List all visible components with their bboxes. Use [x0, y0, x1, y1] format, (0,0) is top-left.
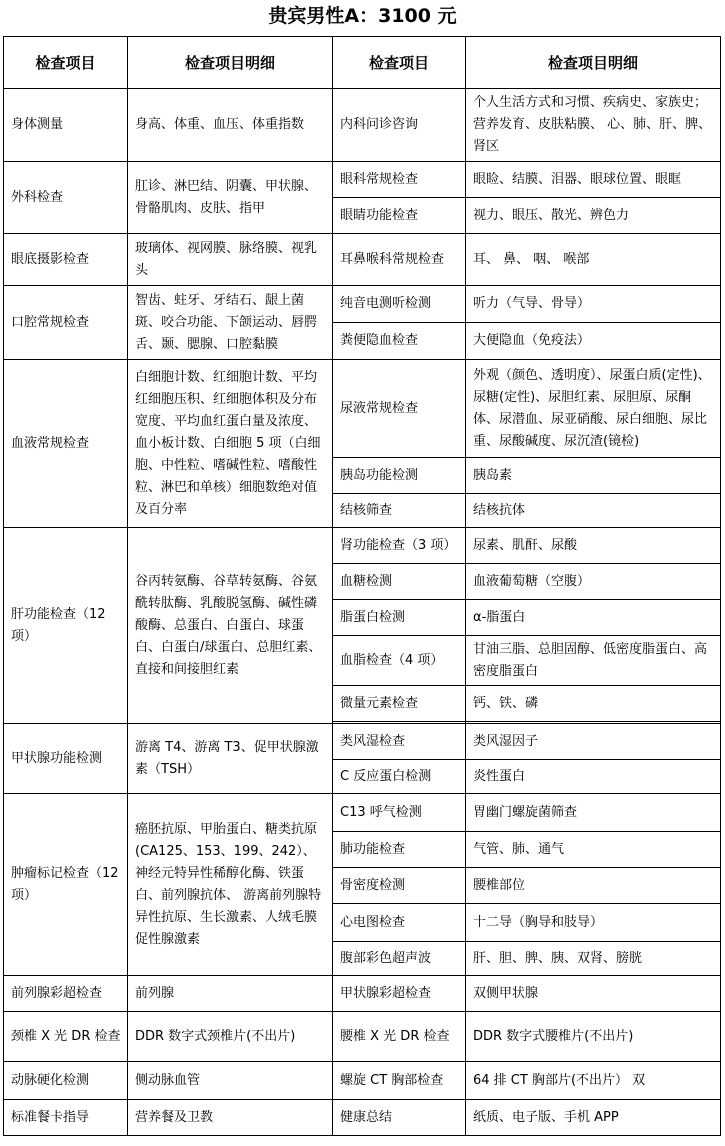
table-row [4, 724, 721, 760]
header-exam-item: 检查项目 [333, 37, 466, 89]
exam-detail: 白细胞计数、红细胞计数、平均红细胞压积、红细胞体积及分布宽度、平均血红蛋白量及浓度、血小板计数、白细胞 5 项（白细胞、中性粒、嗜碱性粒、嗜酸性粒、淋巴和单核）细胞数绝对值及百分率 [128, 360, 333, 528]
exam-item: 耳鼻喉科常规检查 [333, 234, 466, 286]
exam-detail: 听力（气导、骨导） [466, 286, 721, 323]
exam-detail: 结核抗体 [466, 494, 721, 528]
header-exam-item: 检查项目 [4, 37, 128, 89]
exam-detail: DDR 数字式颈椎片(不出片) [128, 1012, 333, 1062]
exam-item: 尿液常规检查 [333, 360, 466, 458]
exam-item: 螺旋 CT 胸部检查 [333, 1062, 466, 1100]
exam-item: 肝功能检查（12 项） [4, 528, 128, 724]
table-row [4, 794, 721, 832]
exam-item: C 反应蛋白检测 [333, 760, 466, 794]
exam-table [3, 36, 721, 1136]
exam-item: 眼科常规检查 [333, 162, 466, 198]
exam-detail: 钙、铁、磷 [466, 686, 721, 722]
exam-detail: 视力、眼压、散光、辨色力 [466, 198, 721, 234]
exam-item: 甲状腺功能检测 [4, 724, 128, 794]
exam-item: 血脂检查（4 项） [333, 636, 466, 686]
exam-detail: 血液葡萄糖（空腹） [466, 564, 721, 600]
exam-item: 内科问诊咨询 [333, 89, 466, 162]
exam-item: 肺功能检查 [333, 832, 466, 868]
exam-item: 口腔常规检查 [4, 286, 128, 360]
exam-item: 甲状腺彩超检查 [333, 976, 466, 1012]
table-header-row [4, 37, 721, 89]
table-row [4, 286, 721, 323]
exam-item: 眼睛功能检查 [333, 198, 466, 234]
table-row [4, 1062, 721, 1100]
table-row [4, 234, 721, 286]
exam-detail: 甘油三脂、总胆固醇、低密度脂蛋白、高密度脂蛋白 [466, 636, 721, 686]
exam-detail: 身高、体重、血压、体重指数 [128, 89, 333, 162]
exam-item: 心电图检查 [333, 904, 466, 942]
exam-item: 脂蛋白检测 [333, 600, 466, 636]
exam-detail: 纸质、电子版、手机 APP [466, 1100, 721, 1136]
table-row [4, 976, 721, 1012]
exam-detail: 大便隐血（免疫法） [466, 323, 721, 360]
exam-detail: 耳、 鼻、 咽、 喉部 [466, 234, 721, 286]
exam-item: 肿瘤标记检查（12 项） [4, 794, 128, 976]
header-exam-detail: 检查项目明细 [466, 37, 721, 89]
exam-item: 胰岛功能检测 [333, 458, 466, 494]
exam-detail: 炎性蛋白 [466, 760, 721, 794]
page-title: 贵宾男性A：3100 元 [268, 5, 457, 27]
exam-item: 动脉硬化检测 [4, 1062, 128, 1100]
exam-detail: 外观（颜色、透明度）、尿蛋白质(定性)、尿糖(定性)、尿胆红素、尿胆原、尿酮体、尿潜血、尿亚硝酸、尿白细胞、尿比重、尿酸碱度、尿沉渣(镜检) [466, 360, 721, 458]
exam-item: 前列腺彩超检查 [4, 976, 128, 1012]
exam-detail: 64 排 CT 胸部片(不出片） 双 [466, 1062, 721, 1100]
exam-detail: DDR 数字式腰椎片(不出片) [466, 1012, 721, 1062]
exam-item: 健康总结 [333, 1100, 466, 1136]
table-row [4, 1012, 721, 1062]
exam-detail: 游离 T4、游离 T3、促甲状腺激素（TSH） [128, 724, 333, 794]
exam-detail: 肛诊、淋巴结、阴囊、甲状腺、骨骼肌肉、皮肤、指甲 [128, 162, 333, 234]
table-row [4, 528, 721, 564]
exam-detail: 胃幽门螺旋菌筛查 [466, 794, 721, 832]
exam-detail: 玻璃体、视网膜、脉络膜、视乳头 [128, 234, 333, 286]
exam-detail: 智齿、蛀牙、牙结石、龈上菌斑、咬合功能、下颌运动、唇腭舌、颞、腮腺、口腔黏膜 [128, 286, 333, 360]
exam-item: C13 呼气检测 [333, 794, 466, 832]
exam-item: 腰椎 X 光 DR 检查 [333, 1012, 466, 1062]
exam-item: 颈椎 X 光 DR 检查 [4, 1012, 128, 1062]
exam-detail: 十二导（胸导和肢导） [466, 904, 721, 942]
exam-item: 腹部彩色超声波 [333, 942, 466, 976]
exam-item: 肾功能检查（3 项） [333, 528, 466, 564]
exam-detail: 营养餐及卫教 [128, 1100, 333, 1136]
exam-detail: 个人生活方式和习惯、疾病史、家族史；营养发育、皮肤粘膜、 心、肺、肝、脾、肾区 [466, 89, 721, 162]
exam-detail: 腰椎部位 [466, 868, 721, 904]
exam-detail: 眼睑、结膜、泪器、眼球位置、眼眶 [466, 162, 721, 198]
exam-detail: 胰岛素 [466, 458, 721, 494]
exam-detail: 癌胚抗原、甲胎蛋白、糖类抗原(CA125、153、199、242）、神经元特异性稀醇化酶、铁蛋白、前列腺抗体、 游离前列腺特异性抗原、生长激素、人绒毛膜促性腺激素 [128, 794, 333, 976]
exam-item: 血液常规检查 [4, 360, 128, 528]
table-row [4, 89, 721, 162]
exam-item: 微量元素检查 [333, 686, 466, 722]
header-exam-detail: 检查项目明细 [128, 37, 333, 89]
exam-detail: 类风湿因子 [466, 724, 721, 760]
exam-item: 外科检查 [4, 162, 128, 234]
table-row [4, 162, 721, 198]
exam-item: 类风湿检查 [333, 724, 466, 760]
exam-item: 纯音电测听检测 [333, 286, 466, 323]
exam-detail: α-脂蛋白 [466, 600, 721, 636]
exam-item: 粪便隐血检查 [333, 323, 466, 360]
exam-item: 血糖检测 [333, 564, 466, 600]
exam-detail: 气管、肺、通气 [466, 832, 721, 868]
exam-item: 结核筛查 [333, 494, 466, 528]
exam-detail: 前列腺 [128, 976, 333, 1012]
exam-detail: 谷丙转氨酶、谷草转氨酶、谷氨酰转肽酶、乳酸脱氢酶、碱性磷酸酶、总蛋白、白蛋白、球蛋白、白蛋白/球蛋白、总胆红素、直接和间接胆红素 [128, 528, 333, 724]
exam-detail: 双侧甲状腺 [466, 976, 721, 1012]
exam-item: 身体测量 [4, 89, 128, 162]
table-row [4, 360, 721, 458]
exam-detail: 尿素、肌酐、尿酸 [466, 528, 721, 564]
exam-item: 骨密度检测 [333, 868, 466, 904]
exam-detail: 肝、胆、脾、胰、双肾、膀胱 [466, 942, 721, 976]
table-row [4, 1100, 721, 1136]
exam-item: 眼底摄影检查 [4, 234, 128, 286]
exam-item: 标准餐卡指导 [4, 1100, 128, 1136]
exam-detail: 侧动脉血管 [128, 1062, 333, 1100]
